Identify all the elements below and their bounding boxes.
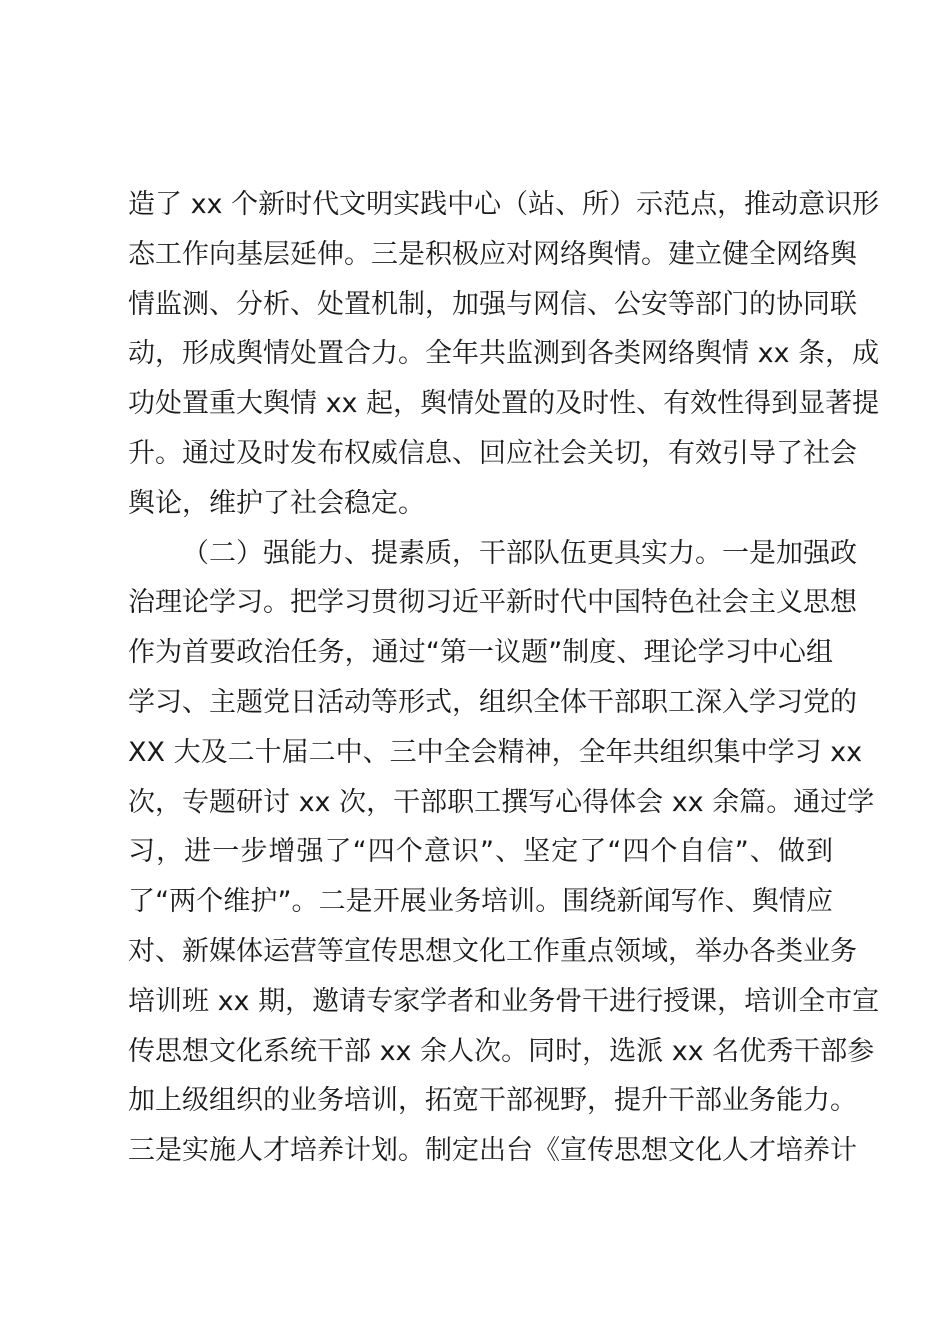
- text-line: 学习、主题党日活动等形式，组织全体干部职工深入学习党的: [128, 686, 857, 718]
- paragraph-2: [128, 529, 880, 1176]
- text-line: 作为首要政治任务，通过“第一议题”制度、理论学习中心组: [128, 637, 833, 669]
- text-line: 三是实施人才培养计划。制定出台《宣传思想文化人才培养计: [128, 1135, 857, 1167]
- text-line: XX 大及二十届二中、三中全会精神，全年共组织集中学习 xx: [128, 736, 863, 768]
- text-line: 了“两个维护”。二是开展业务培训。围绕新闻写作、舆情应: [128, 886, 833, 918]
- document-body: [128, 180, 880, 1176]
- text-line: 功处置重大舆情 xx 起，舆情处置的及时性、有效性得到显著提: [128, 388, 880, 420]
- text-line: 动，形成舆情处置合力。全年共监测到各类网络舆情 xx 条，成: [128, 338, 880, 370]
- text-line: 态工作向基层延伸。三是积极应对网络舆情。建立健全网络舆: [128, 238, 857, 270]
- text-line: 舆论，维护了社会稳定。: [128, 487, 425, 519]
- text-line: 升。通过及时发布权威信息、回应社会关切，有效引导了社会: [128, 437, 857, 469]
- text-line: 培训班 xx 期，邀请专家学者和业务骨干进行授课，培训全市宣: [128, 985, 880, 1017]
- text-line: 加上级组织的业务培训，拓宽干部视野，提升干部业务能力。: [128, 1085, 857, 1117]
- text-line: 治理论学习。把学习贯彻习近平新时代中国特色社会主义思想: [128, 587, 857, 619]
- text-line: 情监测、分析、处置机制，加强与网信、公安等部门的协同联: [128, 288, 857, 320]
- text-line: 习，进一步增强了“四个意识”、坚定了“四个自信”、做到: [128, 836, 833, 868]
- text-line: 传思想文化系统干部 xx 余人次。同时，选派 xx 名优秀干部参: [128, 1035, 875, 1067]
- text-line: 对、新媒体运营等宣传思想文化工作重点领域，举办各类业务: [128, 935, 857, 967]
- section-heading-line: （二）强能力、提素质，干部队伍更具实力。一是加强政: [182, 537, 857, 569]
- paragraph-1: [128, 180, 880, 529]
- text-line: 次，专题研讨 xx 次，干部职工撰写心得体会 xx 余篇。通过学: [128, 786, 875, 818]
- text-line: 造了 xx 个新时代文明实践中心（站、所）示范点，推动意识形: [128, 189, 880, 220]
